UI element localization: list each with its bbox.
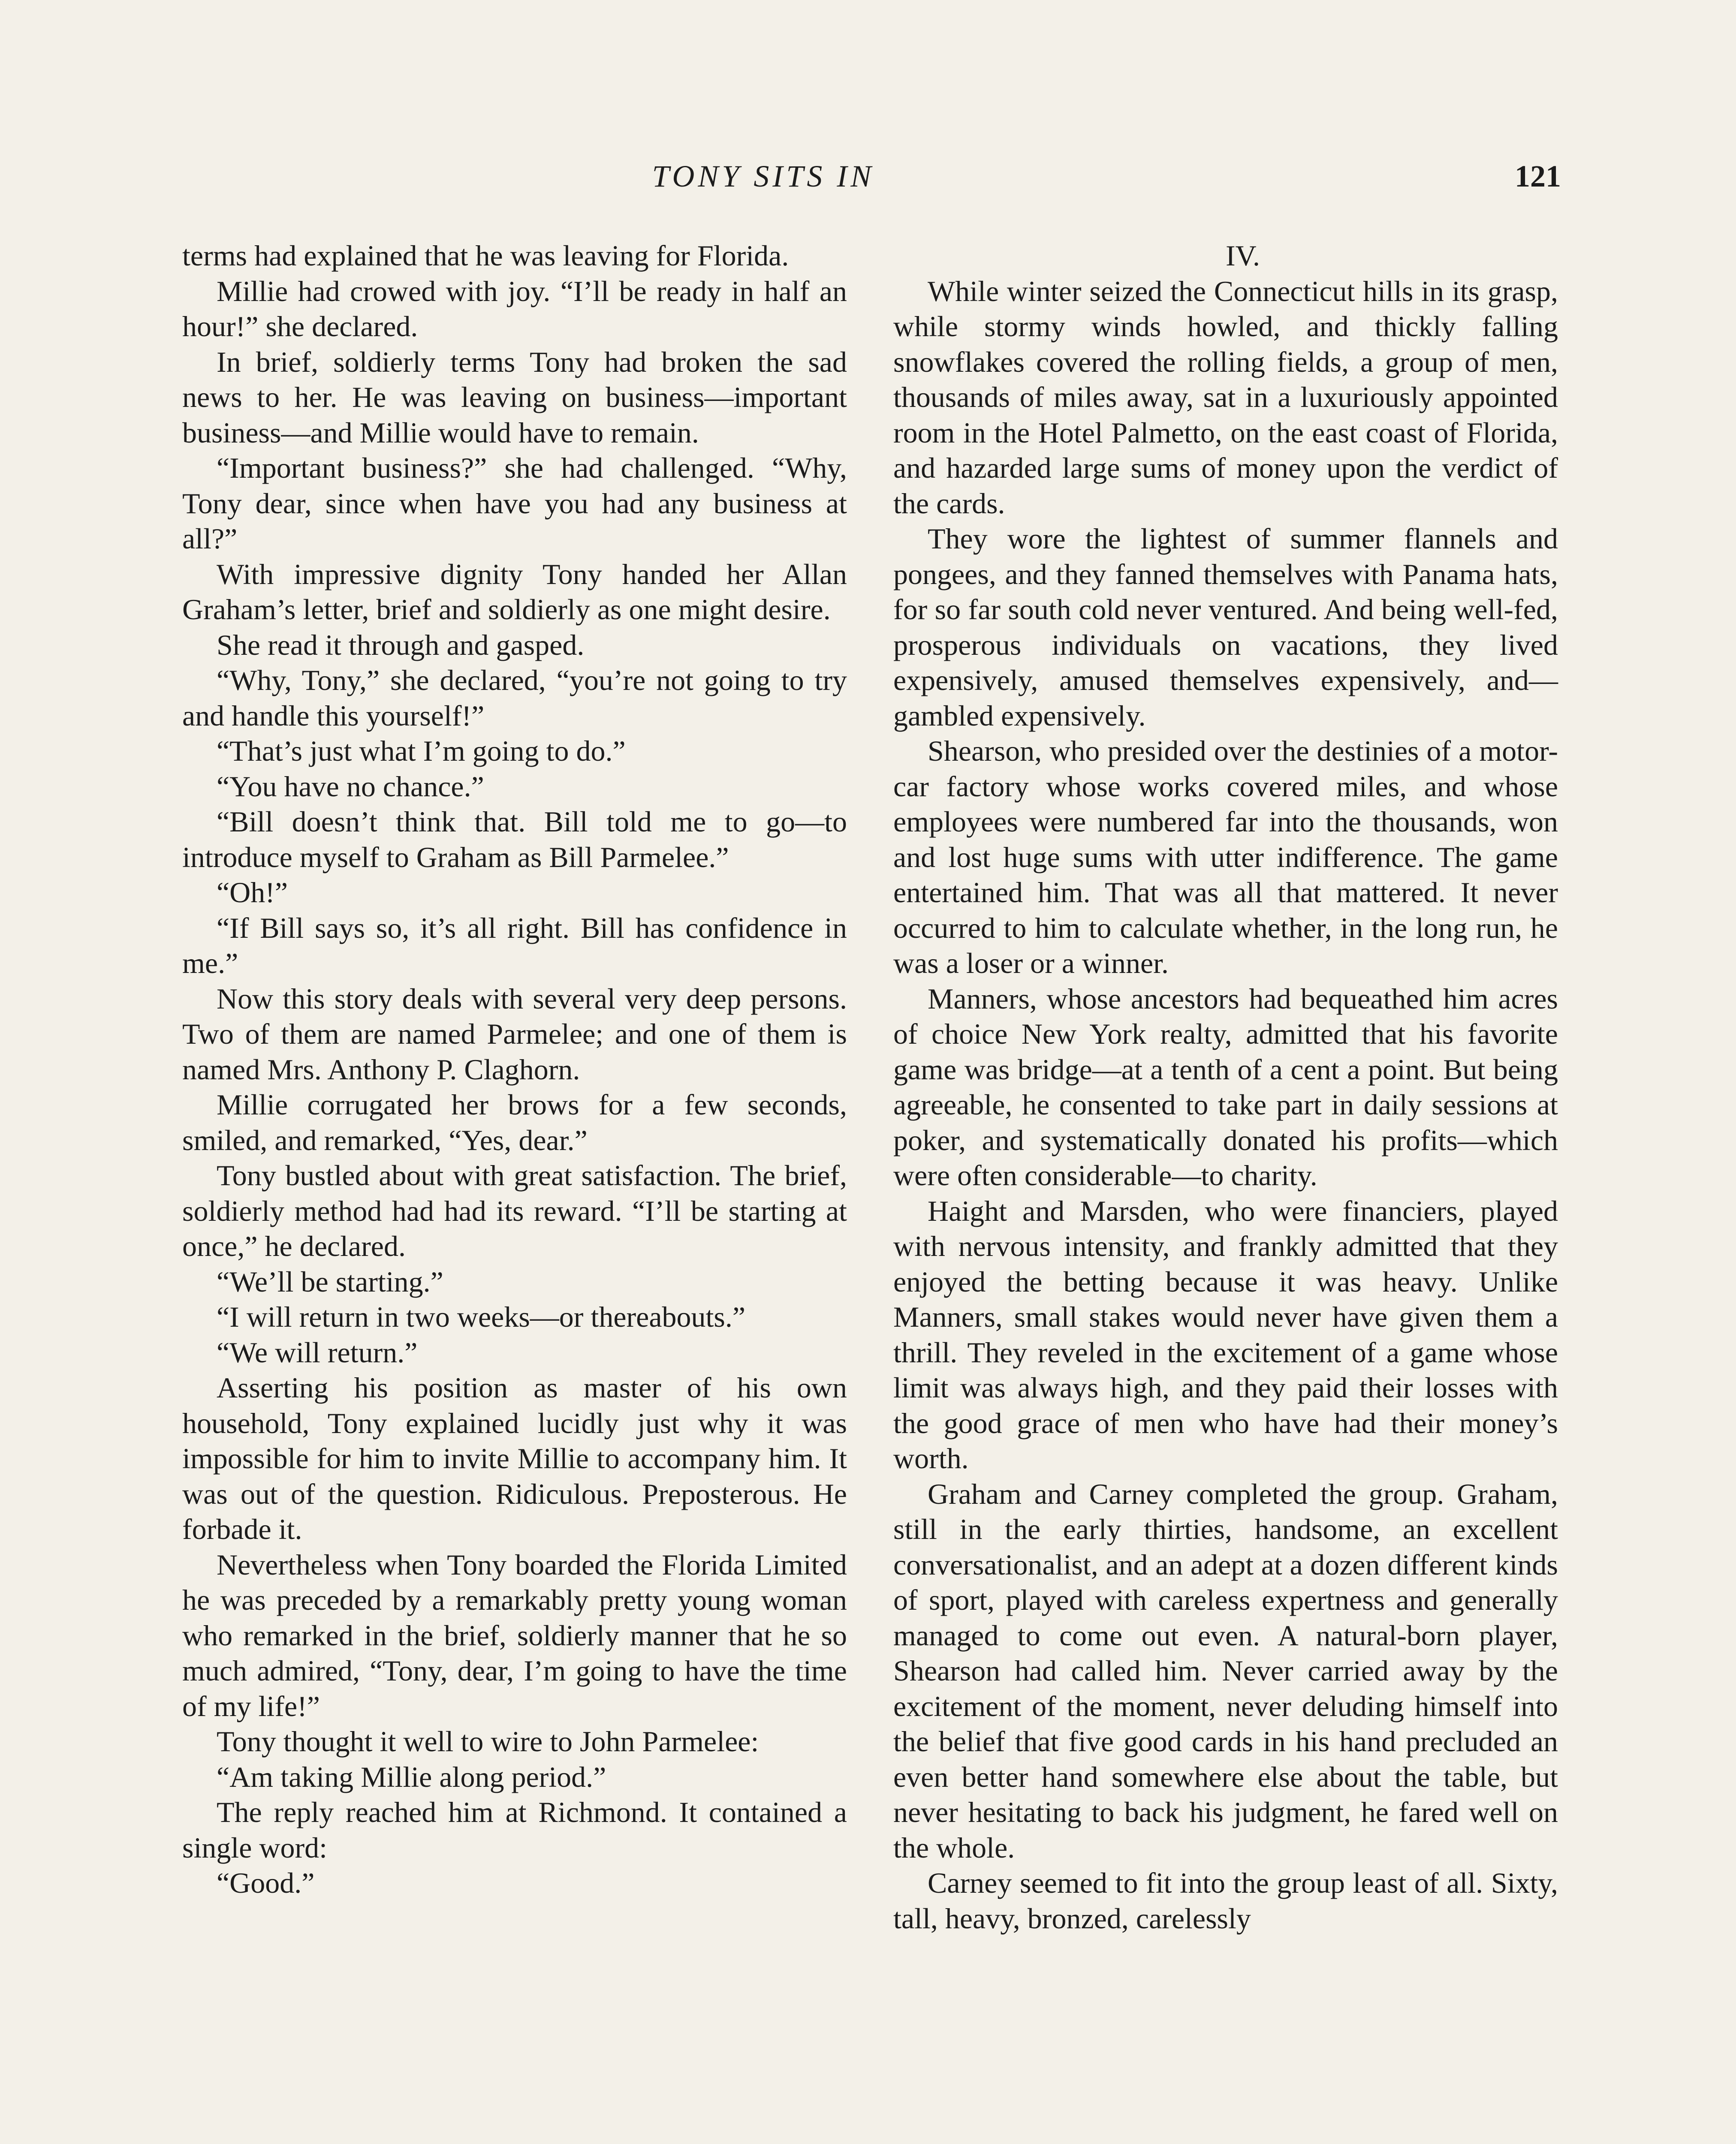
running-title: TONY SITS IN xyxy=(652,159,875,193)
paragraph: While winter seized the Connecticut hills in its grasp, while stormy winds howled, and thickly falling snowflakes covered the rolling fields, a group of men, thousands of miles away, sat in a luxuriously appointed room in the Hotel Palmetto, on the east coast of Florida, and hazarded large sums of money upon the verdict of the cards. xyxy=(893,274,1558,520)
paragraph: “If Bill says so, it’s all right. Bill has confidence in me.” xyxy=(182,911,847,979)
paragraph: Graham and Carney completed the group. Graham, still in the early thirties, handsome, an excellent conversationalist, and an adept at a dozen different kinds of sport, played with careless expertness and generally managed to come out even. A natural-born player, Shearson had called him. Never carried away by the excitement of the moment, never deluding himself into the belief that five good cards in his hand precluded an even better hand somewhere else about the table, but never hesitating to back his judgment, he fared well on the whole. xyxy=(893,1477,1558,1864)
paragraph: Millie corrugated her brows for a few seconds, smiled, and remarked, “Yes, dear.” xyxy=(182,1088,847,1156)
paragraph: terms had explained that he was leaving for Florida. xyxy=(182,239,789,272)
paragraph: “We will return.” xyxy=(217,1336,418,1369)
paragraph: Carney seemed to fit into the group least of all. Sixty, tall, heavy, bronzed, carelessly xyxy=(893,1867,1558,1935)
paragraph: Haight and Marsden, who were financiers, played with nervous intensity, and frankly admitted that they enjoyed the betting because it was heavy. Unlike Manners, small stakes would never have given them a thrill. They reveled in the excitement of a game whose limit was always high, and they paid their losses with the good grace of men who have had their money’s worth. xyxy=(893,1194,1558,1475)
paragraph: In brief, soldierly terms Tony had broken the sad news to her. He was leaving on business—important business—and Millie would have to remain. xyxy=(182,345,847,449)
paragraph: They wore the lightest of summer flannels and pongees, and they fanned themselves with Panama hats, for so far south cold never ventured. And being well-fed, prosperous individuals on vacations, they lived expensively, amused themselves expensively, and—gambled expensively. xyxy=(893,522,1558,732)
paragraph: Tony thought it well to wire to John Parmelee: xyxy=(217,1725,759,1758)
paragraph: “We’ll be starting.” xyxy=(217,1265,443,1298)
paragraph: “That’s just what I’m going to do.” xyxy=(217,735,626,767)
paragraph: “Oh!” xyxy=(217,876,288,909)
paragraph: Tony bustled about with great satisfaction. The brief, soldierly method had had its reward. “I’ll be starting at once,” he declared. xyxy=(182,1159,847,1262)
section-heading: IV. xyxy=(1226,239,1260,272)
paragraph: Now this story deals with several very deep persons. Two of them are named Parmelee; and one of them is named Mrs. Anthony P. Claghorn. xyxy=(182,982,847,1086)
paragraph: Shearson, who presided over the destinies of a motor-car factory whose works covered miles, and whose employees were numbered far into the thousands, won and lost huge sums with utter indifference. The game entertained him. That was all that mattered. It never occurred to him to calculate whether, in the long run, he was a loser or a winner. xyxy=(893,735,1558,979)
paragraph: “Bill doesn’t think that. Bill told me to go—to introduce myself to Graham as Bill Parmelee.” xyxy=(182,805,847,873)
paragraph: Manners, whose ancestors had bequeathed him acres of choice New York realty, admitted that his favorite game was bridge—at a tenth of a cent a point. But being agreeable, he consented to take part in daily sessions at poker, and systematically donated his profits—which were often considerable—to charity. xyxy=(893,982,1558,1192)
paragraph: With impressive dignity Tony handed her Allan Graham’s letter, brief and soldierly as one might desire. xyxy=(182,557,847,626)
paragraph: “Am taking Millie along period.” xyxy=(217,1760,606,1793)
page-number: 121 xyxy=(1515,159,1561,193)
paragraph: She read it through and gasped. xyxy=(217,628,585,661)
right-column xyxy=(893,238,1558,1936)
paragraph: “Important business?” she had challenged. “Why, Tony dear, since when have you had any business at all?” xyxy=(182,452,847,555)
paragraph: “I will return in two weeks—or thereabouts.” xyxy=(217,1301,746,1333)
paragraph: The reply reached him at Richmond. It contained a single word: xyxy=(182,1796,847,1864)
paragraph: “Good.” xyxy=(217,1867,315,1899)
paragraph: Nevertheless when Tony boarded the Florida Limited he was preceded by a remarkably pretty young woman who remarked in the brief, soldierly manner that he so much admired, “Tony, dear, I’m going to have the time of my life!” xyxy=(182,1548,847,1722)
left-column xyxy=(182,238,847,1901)
paragraph: “You have no chance.” xyxy=(217,770,484,803)
paragraph: Millie had crowed with joy. “I’ll be ready in half an hour!” she declared. xyxy=(182,274,847,343)
paragraph: “Why, Tony,” she declared, “you’re not going to try and handle this yourself!” xyxy=(182,664,847,732)
paragraph: Asserting his position as master of his own household, Tony explained lucidly just why it was impossible for him to invite Millie to accompany him. It was out of the question. Ridiculous. Preposterous. He forbade it. xyxy=(182,1371,847,1545)
